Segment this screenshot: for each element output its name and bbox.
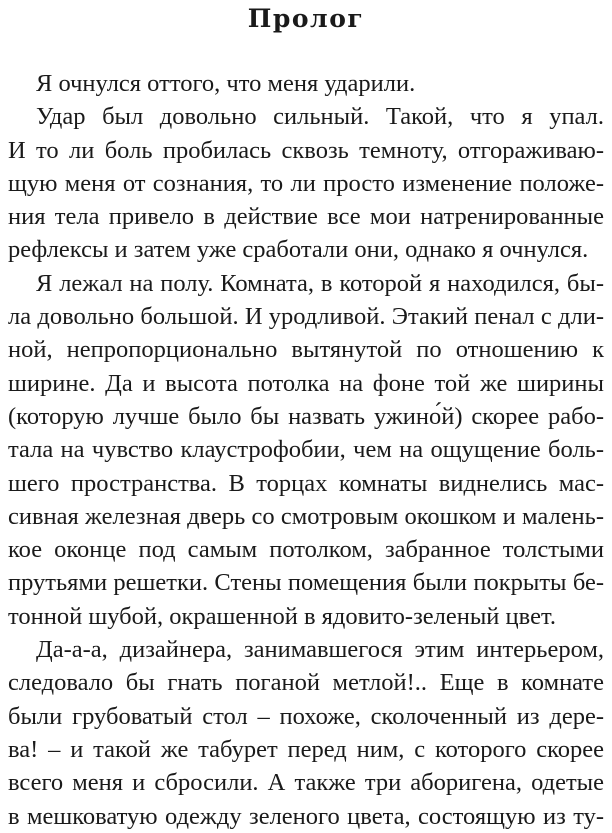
text-line: ния тела привело в действие все мои натренированные <box>8 203 604 231</box>
text-line: ла довольно большой. И уродливой. Этакий пенал с дли- <box>8 303 604 331</box>
text-line: следовало бы гнать поганой метлой!.. Еще в комнате <box>8 669 604 697</box>
text-line: сивная железная дверь со смотровым окошком и малень- <box>8 502 604 530</box>
text-line: Я лежал на полу. Комната, в которой я находился, бы- <box>36 269 604 297</box>
text-line: щую меня от сознания, то ли просто изменение положе- <box>8 169 604 197</box>
text-line: (которую лучше было бы назвать ужино́й) скорее рабо- <box>8 402 604 430</box>
text-line: шего пространства. В торцах комнаты виднелись мас- <box>8 469 604 497</box>
text-line: Да-а-а, дизайнера, занимавшегося этим интерьером, <box>36 636 604 664</box>
chapter-title: Пролог <box>247 4 365 33</box>
text-line: всего меня и сбросили. А также три аборигена, одетые <box>8 769 604 797</box>
text-line: ва! – и такой же табурет перед ним, с которого скорее <box>8 735 604 763</box>
text-line: тала на чувство клаустрофобии, чем на ощущение боль- <box>8 436 604 464</box>
text-line: И то ли боль пробилась сквозь темноту, отгораживаю- <box>8 136 604 164</box>
text-line: ширине. Да и высота потолка на фоне той же ширины <box>8 369 604 397</box>
text-line: тонной шубой, окрашенной в ядовито-зеленый цвет. <box>8 602 556 630</box>
text-line: Удар был довольно сильный. Такой, что я упал. <box>36 103 604 131</box>
text-line: в мешковатую одежду зеленого цвета, состоящую из ту- <box>8 802 604 830</box>
text-line: кое оконце под самым потолком, забранное толстыми <box>8 536 604 564</box>
text-line: были грубоватый стол – похоже, сколоченный из дере- <box>8 702 604 730</box>
text-line: Я очнулся оттого, что меня ударили. <box>36 70 416 97</box>
text-line: рефлексы и затем уже сработали они, однако я очнулся. <box>8 236 589 264</box>
body-text <box>8 67 604 833</box>
text-line: ной, непропорционально вытянутой по отношению к <box>8 336 604 364</box>
text-line: прутьями решетки. Стены помещения были покрыты бе- <box>8 569 604 597</box>
